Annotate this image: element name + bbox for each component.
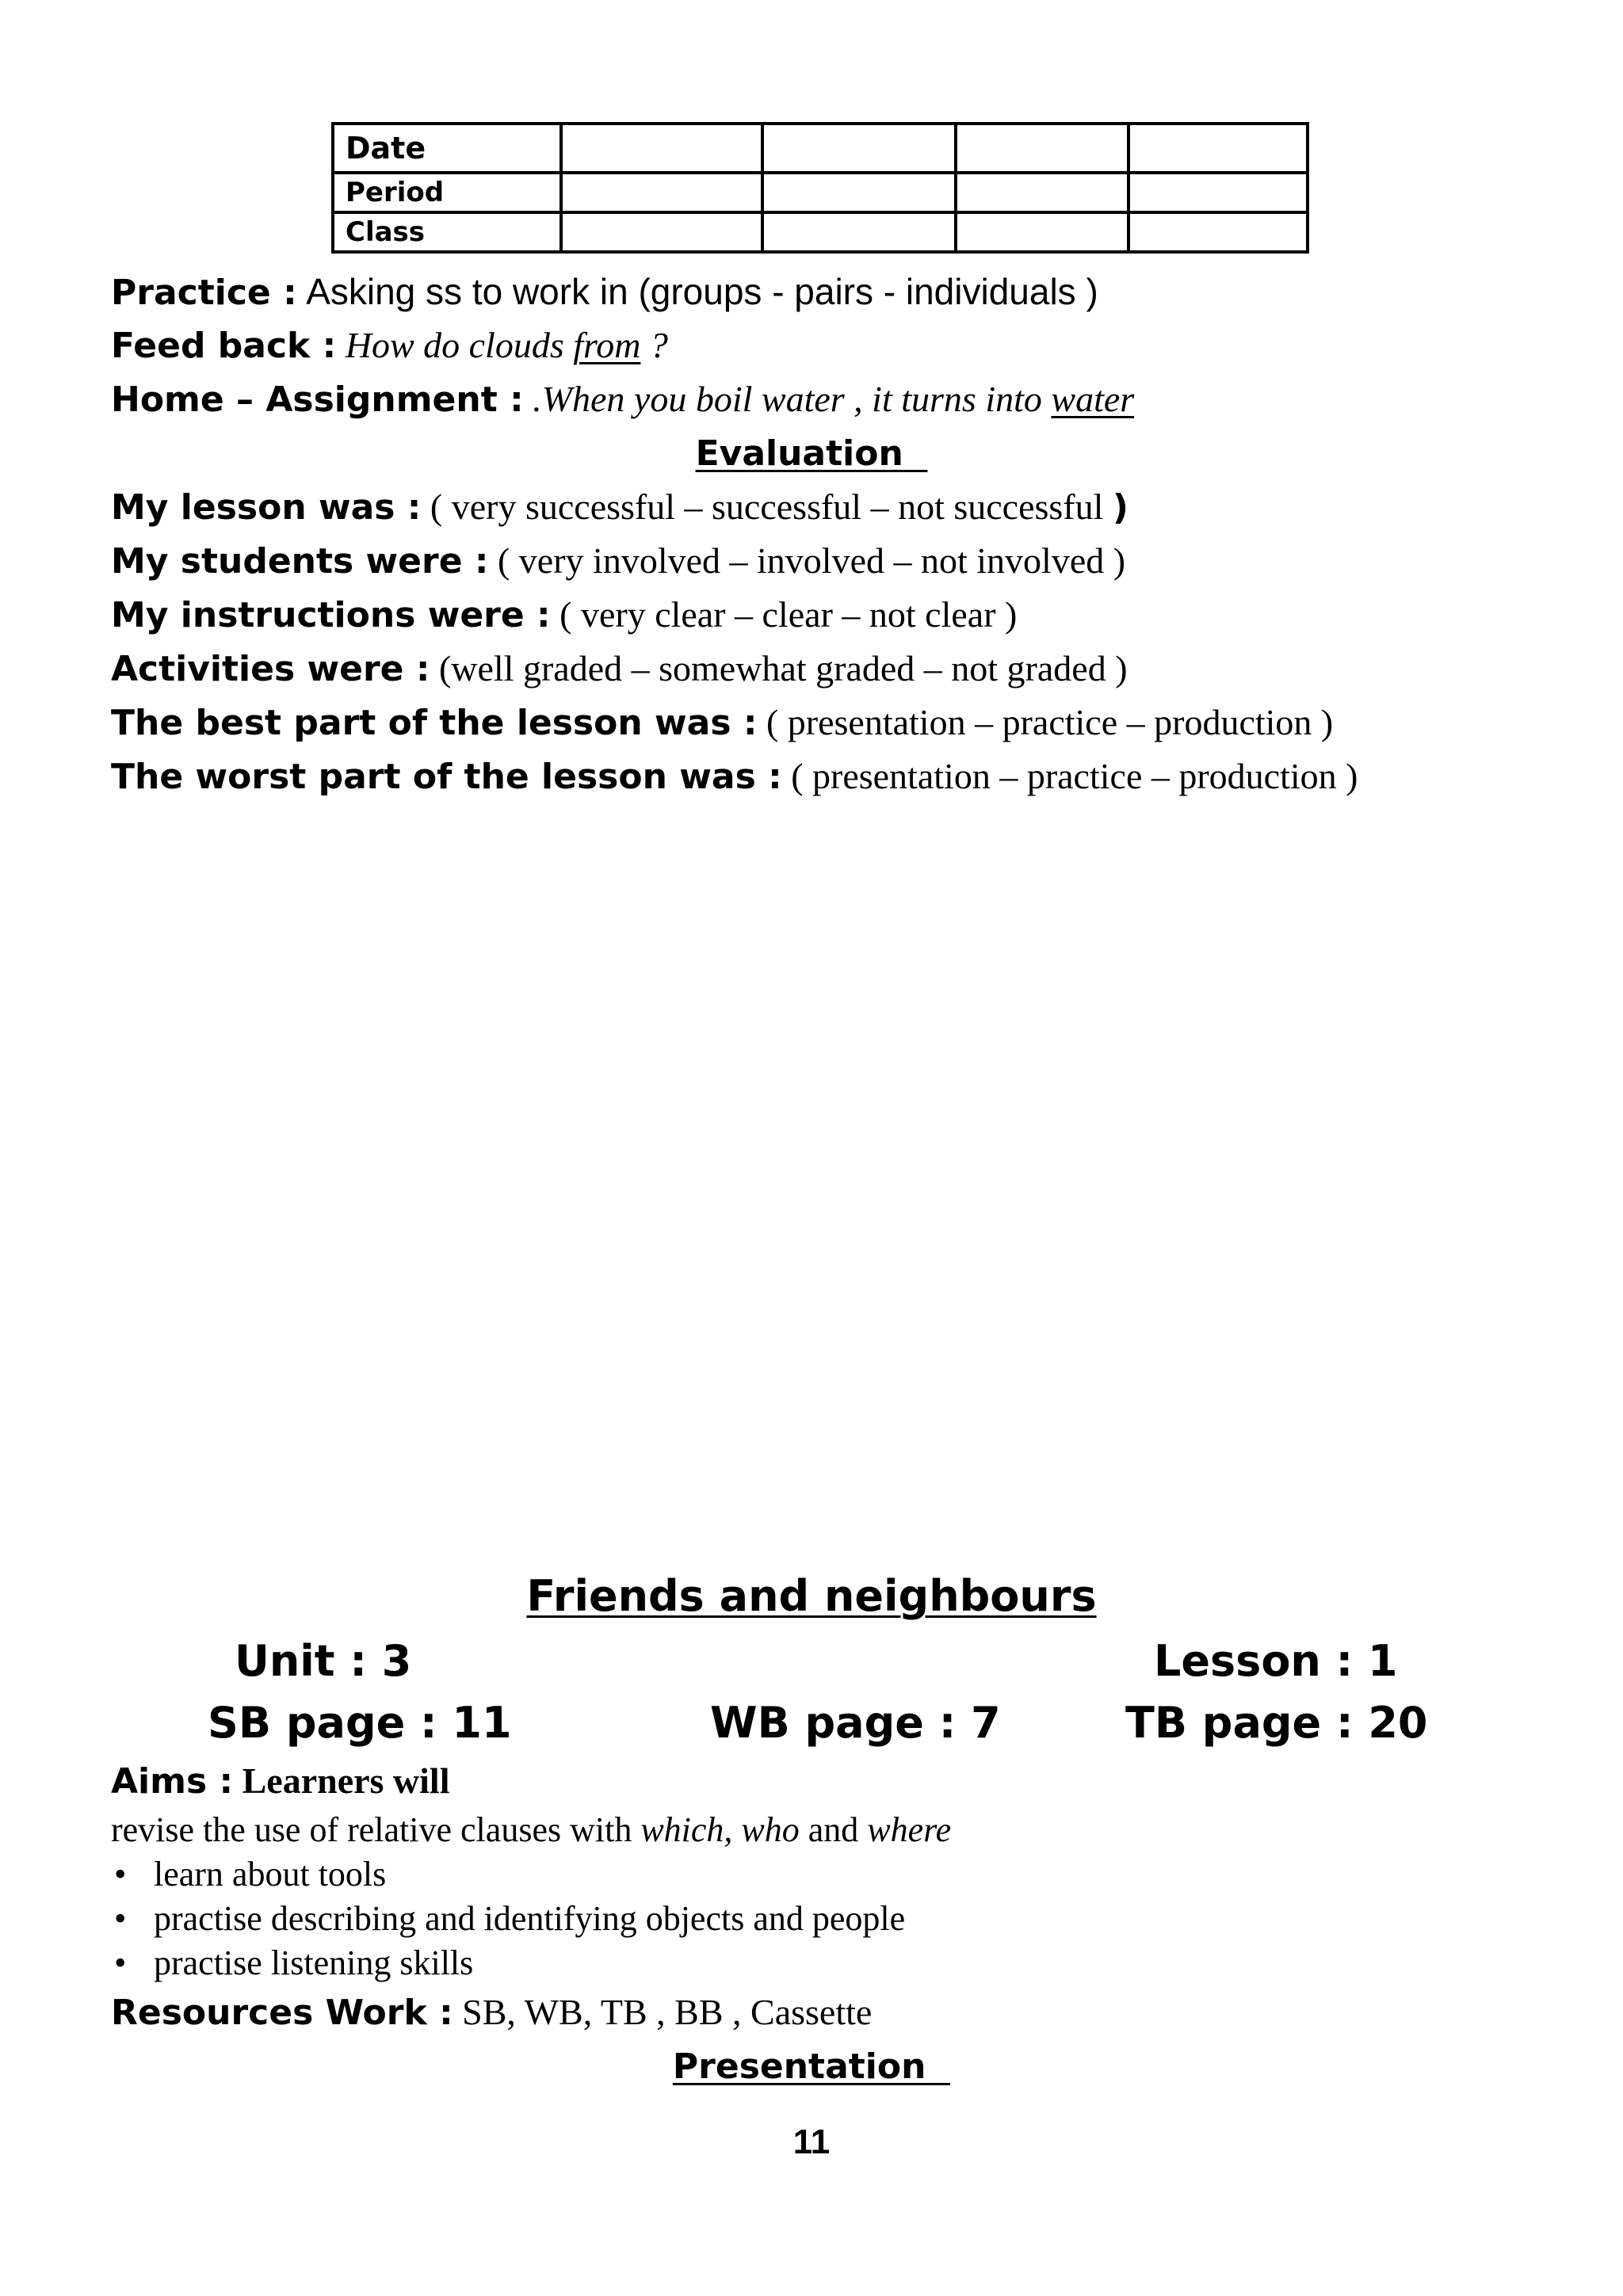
resources-text: SB, WB, TB , BB , Cassette [453,1992,873,2032]
wb-page-ref: WB page : 7 [710,1698,1001,1748]
aims-line [111,1759,450,1804]
table-label-date: Date [333,124,561,173]
evaluation-item-label: Activities were : [111,649,430,689]
lesson-title: Friends and neighbours [526,1571,1097,1621]
evaluation-item-options: ( presentation – practice – production ) [757,702,1334,742]
evaluation-item-label: My students were : [111,541,489,582]
home-assignment-underlined-word: water [1051,379,1135,419]
evaluation-item [111,593,1017,638]
feedback-line [111,323,668,368]
table-row-date [333,124,1308,173]
home-assignment-label: Home – Assignment : [111,379,524,420]
table-row-period [333,173,1308,212]
aims-first-emphasis: which, who [640,1810,800,1849]
table-cell [956,173,1128,212]
practice-label: Practice : [111,273,297,313]
aims-first-text: revise the use of relative clauses with [111,1810,641,1849]
evaluation-heading [0,431,1623,476]
evaluation-item [111,700,1333,746]
evaluation-item-close: ) [1112,487,1129,528]
aims-list [111,1852,905,1985]
home-assignment-text: .When you boil water , it turns into [523,379,1052,419]
aims-first-item [111,1808,951,1852]
aims-label: Aims : [111,1761,234,1802]
table-cell [956,124,1128,173]
feedback-text: How do clouds [345,325,574,365]
feedback-label: Feed back : [111,326,337,366]
table-cell [1128,124,1308,173]
feedback-text-end: ? [640,325,668,365]
list-item: • practise listening skills [111,1941,905,1985]
evaluation-item [111,485,1128,530]
evaluation-item-label: My lesson was : [111,487,422,528]
evaluation-item [111,754,1358,799]
table-cell [561,212,762,252]
date-period-class-table [331,122,1309,254]
evaluation-item-options: (well graded – somewhat graded – not graded ) [430,648,1128,688]
practice-line [111,269,1098,315]
table-cell [762,173,956,212]
page-number: 11 [792,2122,831,2161]
table-cell [561,173,762,212]
evaluation-item-label: The worst part of the lesson was : [111,757,782,797]
evaluation-item [111,646,1128,692]
table-cell [1128,173,1308,212]
evaluation-item-options: ( very involved – involved – not involved ) [488,540,1126,581]
aims-intro: Learners will [233,1760,450,1801]
table-cell [762,124,956,173]
presentation-heading [0,2044,1623,2089]
sb-page-ref: SB page : 11 [208,1698,512,1748]
tb-page-ref: TB page : 20 [1125,1698,1428,1748]
unit-number: Unit : 3 [235,1636,412,1686]
resources-label: Resources Work : [111,1993,453,2033]
feedback-underlined-word: from [573,325,641,365]
list-item: • learn about tools [111,1852,905,1897]
evaluation-item-label: My instructions were : [111,595,551,635]
table-label-period: Period [333,173,561,212]
presentation-heading-trail [926,2046,950,2087]
list-item: • practise describing and identifying objects and people [111,1897,905,1941]
evaluation-item-options: ( very successful – successful – not successful [421,486,1113,527]
table-cell [561,124,762,173]
table-cell [1128,212,1308,252]
table-cell [762,212,956,252]
table-row-class [333,212,1308,252]
evaluation-item-options: ( very clear – clear – not clear ) [550,594,1018,635]
home-assignment-line [111,377,1134,422]
evaluation-item-options: ( presentation – practice – production ) [781,756,1358,796]
evaluation-item-label: The best part of the lesson was : [111,703,758,743]
presentation-heading-text: Presentation [672,2046,926,2087]
resources-line [111,1990,872,2035]
lesson-number: Lesson : 1 [1154,1636,1398,1686]
table-label-class: Class [333,212,561,252]
evaluation-heading-text: Evaluation [695,433,903,474]
evaluation-heading-trail [903,433,928,474]
evaluation-item [111,539,1125,584]
aims-list-container [111,1852,905,1985]
aims-first-mid: and [799,1810,868,1849]
table-cell [956,212,1128,252]
aims-first-emphasis: where [867,1810,952,1849]
practice-text: Asking ss to work in (groups - pairs - individuals ) [306,271,1098,312]
